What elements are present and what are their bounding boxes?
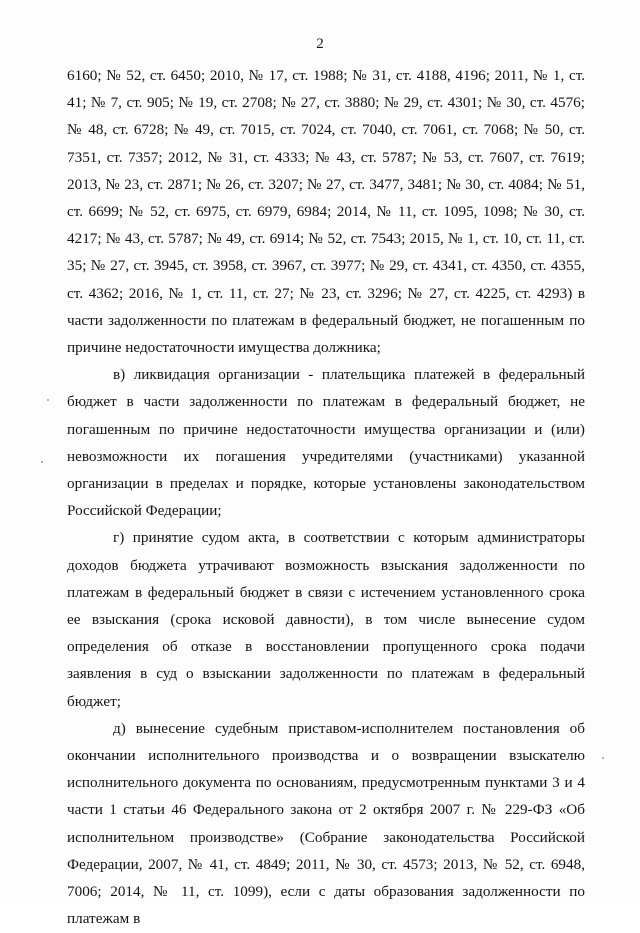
paragraph-continuation: 6160; № 52, ст. 6450; 2010, № 17, ст. 1988; № 31, ст. 4188, 4196; 2011, № 1, ст. 41; № 7, ст. 905; № 19, ст. 2708; № 27, ст. 3880; № 29, ст. 4301; № 30, ст. 4576; № 48, ст. 6728; № 49, ст. 7015, ст. 7024, ст. 7040, ст. 7061, ст. 7068; № 50, ст. 7351, ст. 7357; 2012, № 31, ст. 4333; № 43, ст. 5787; № 53, ст. 7607, ст. 7619; 2013, № 23, ст. 2871; № 26, ст. 3207; № 27, ст. 3477, 3481; № 30, ст. 4084; № 51, ст. 6699; № 52, ст. 6975, ст. 6979, 6984; 2014, № 11, ст. 1095, 1098; № 30, ст. 4217; № 43, ст. 5787; № 49, ст. 6914; № 52, ст. 7543; 2015, № 1, ст. 10, ст. 11, ст. 35; № 27, ст. 3945, ст. 3958, ст. 3967, ст. 3977; № 29, ст. 4341, ст. 4350, ст. 4355, ст. 4362; 2016, № 1, ст. 11, ст. 27; № 23, ст. 3296; № 27, ст. 4225, ст. 4293) в части задолженности по платежам в федеральный бюджет, не погашенным по причине недостаточности имущества должника; bbox=[67, 67, 585, 357]
paragraph-item-g: г) принятие судом акта, в соответствии с которым администраторы доходов бюджета утрачивают возможность взыскания задолженности по платежам в федеральный бюджет в связи с истечением установленного срока ее взыскания (срока исковой давности), в том числе вынесение судом определения об отказе в восстановлении пропущенного срока подачи заявления в суд о взыскании задолженности по платежам в федеральный бюджет; bbox=[67, 529, 585, 710]
page-number: 2 bbox=[316, 36, 324, 52]
paragraph-item-v: в) ликвидация организации - плательщика платежей в федеральный бюджет в части задолженности по платежам в федеральный бюджет, не погашенным по причине недостаточности имущества организации и (или) невозможности их погашения учредителями (участниками) указанной организации в пределах и порядке, которые установлены законодательством Российской Федерации; bbox=[67, 366, 585, 520]
document-body bbox=[67, 62, 585, 933]
paragraph-item-d: д) вынесение судебным приставом-исполнителем постановления об окончании исполнительного производства и о возвращении взыскателю исполнительного документа по основаниям, предусмотренным пунктами 3 и 4 части 1 статьи 46 Федерального закона от 2 октября 2007 г. № 229-ФЗ «Об исполнительном производстве» (Собрание законодательства Российской Федерации, 2007, № 41, ст. 4849; 2011, № 30, ст. 4573; 2013, № 52, ст. 6948, 7006; 2014, № 11, ст. 1099), если с даты образования задолженности по платежам в bbox=[67, 719, 585, 928]
scan-speck bbox=[47, 399, 49, 401]
scan-speck bbox=[602, 757, 604, 759]
scan-speck bbox=[41, 461, 43, 463]
